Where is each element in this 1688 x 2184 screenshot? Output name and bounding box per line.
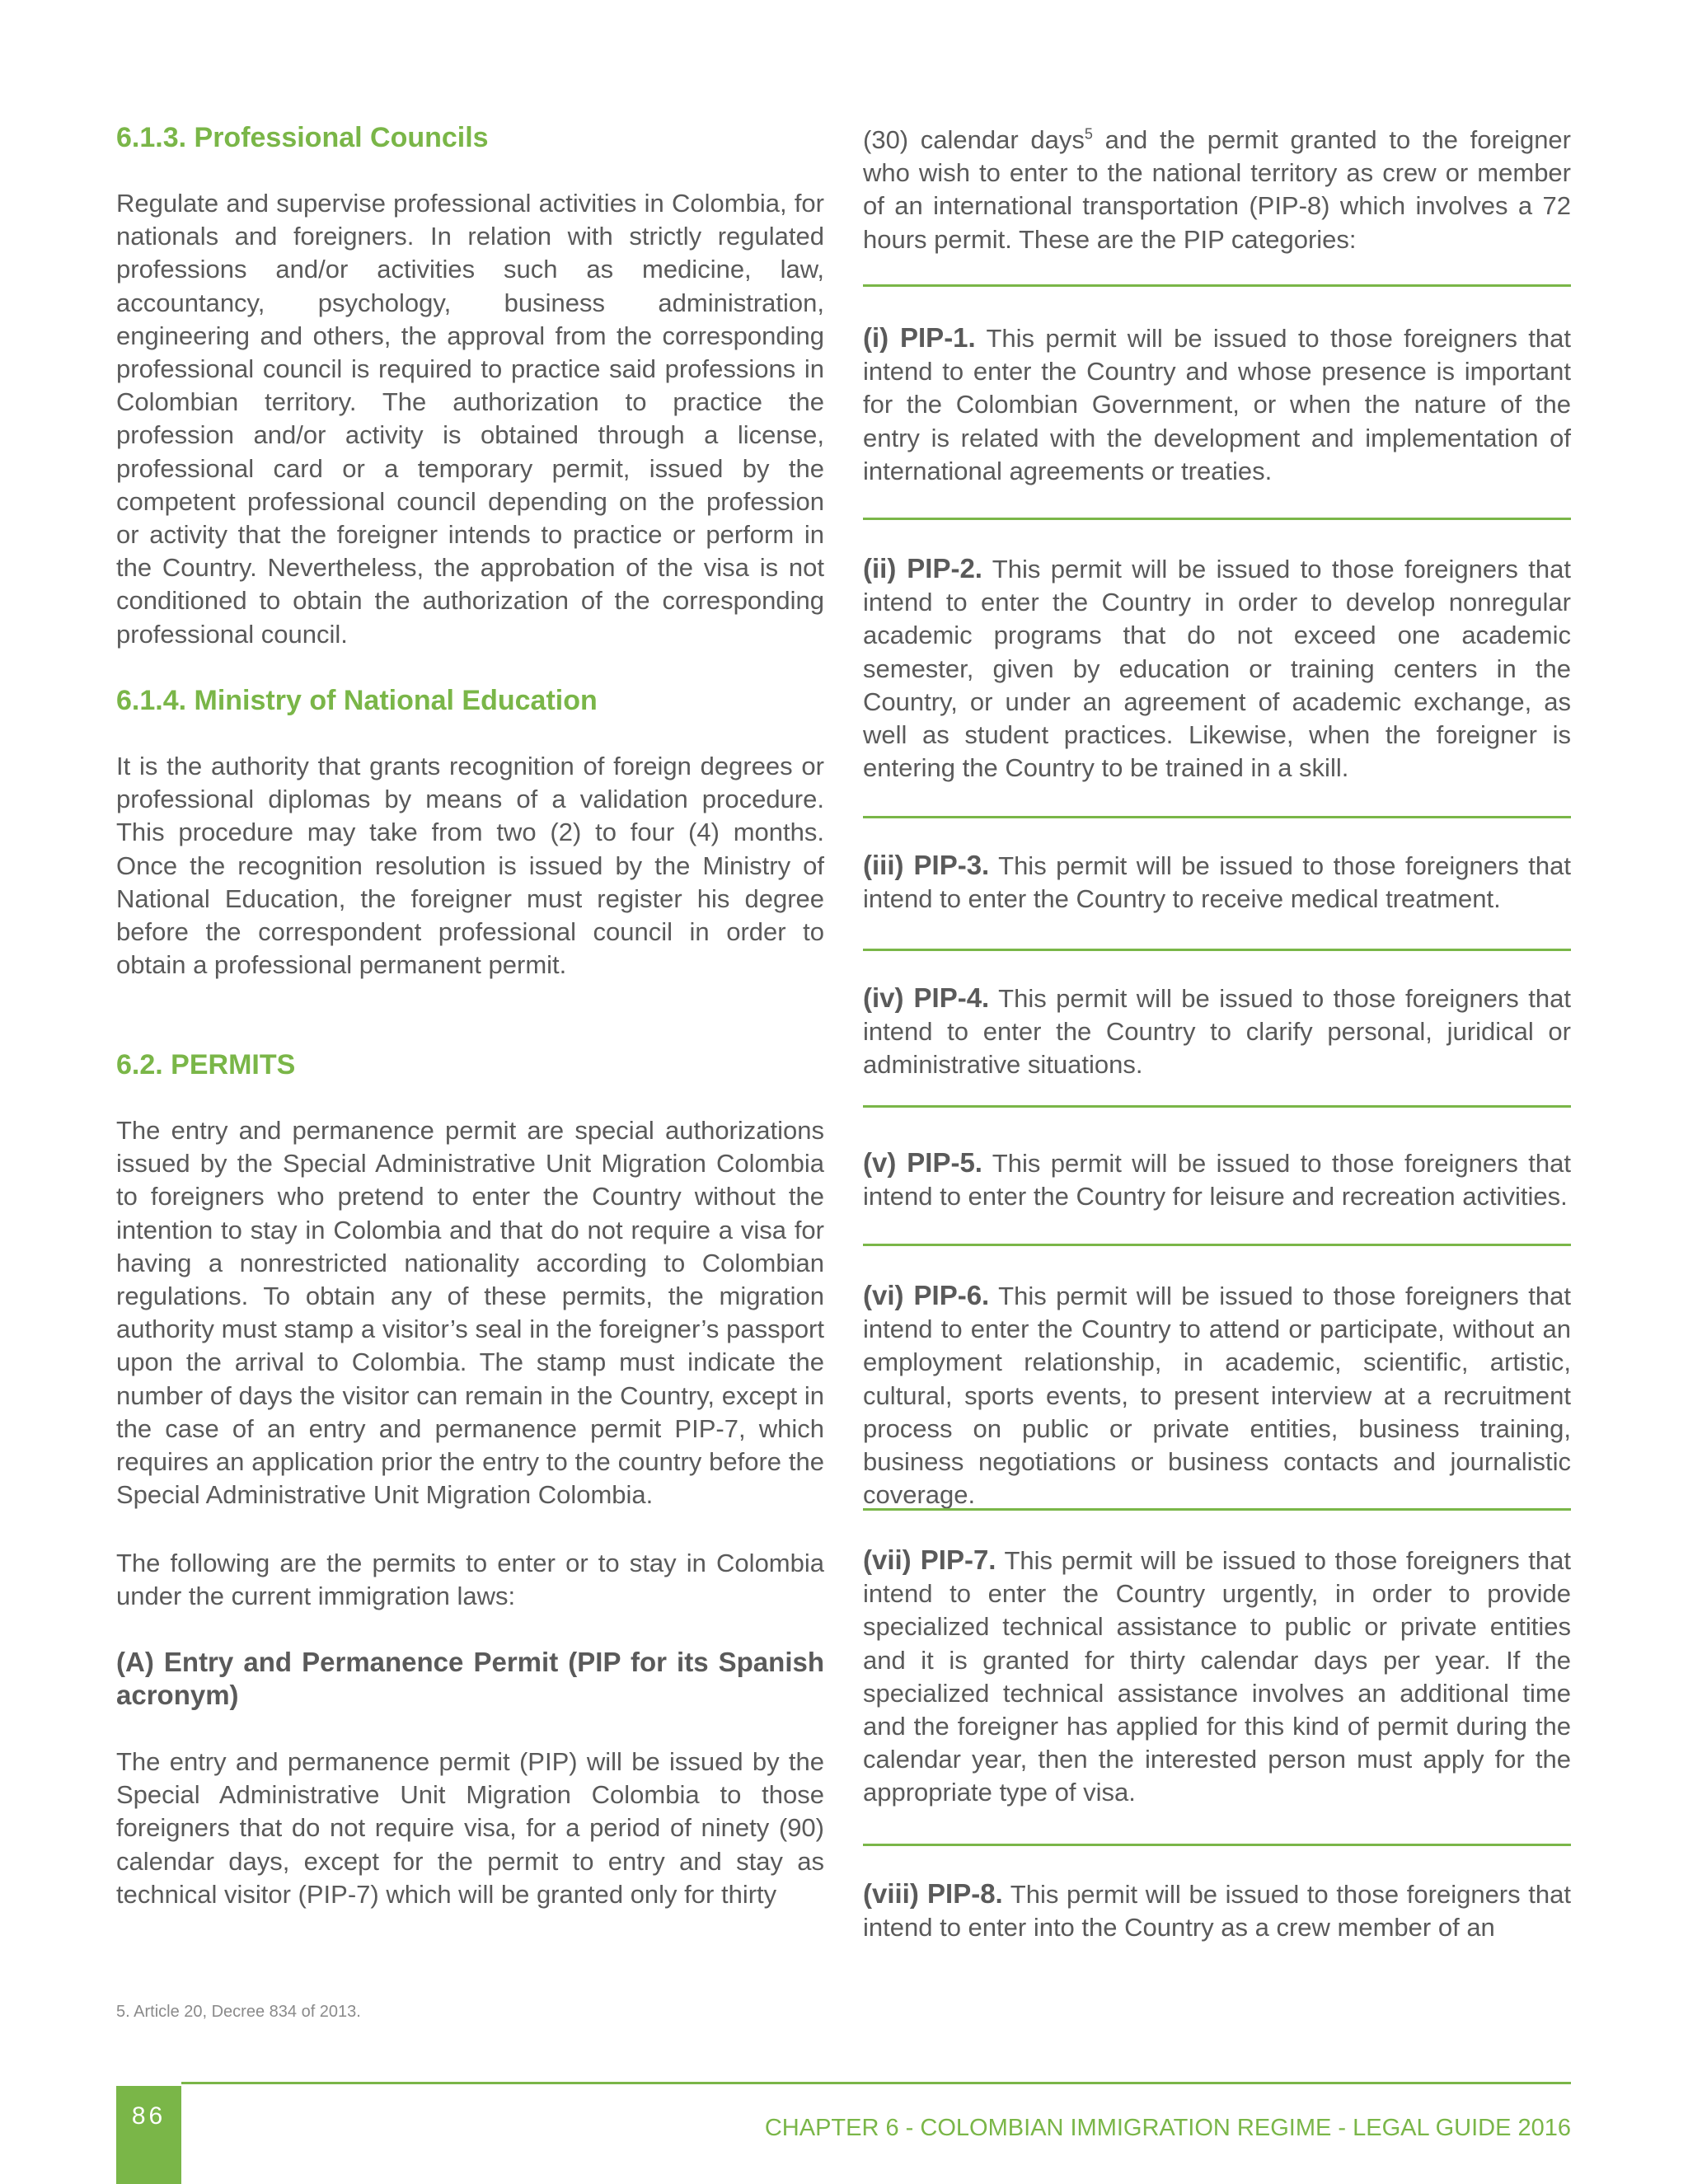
- paragraph-permits-intro: The entry and permanence permit are special authorizations issued by the Special Administrative Unit Migration Colombia to foreigners who pretend to enter the Country without the intention to stay in Colombia and that do not require a visa for having a nonrestricted nationality according to Colombian regulations. To obtain any of these permits, the migration authority must stamp a visitor’s seal in the foreigner’s passport upon the arrival to Colombia. The stamp must indicate the number of days the visitor can remain in the Country, except in the case of an entry and permanence permit PIP-7, which requires an application prior the entry to the country before the Special Administrative Unit Migration Colombia.: [116, 1116, 824, 1510]
- divider: [863, 949, 1571, 951]
- divider: [863, 816, 1571, 818]
- footer-title: CHAPTER 6 - COLOMBIAN IMMIGRATION REGIME - LEGAL GUIDE 2016: [764, 2115, 1571, 2141]
- pip-label: (vii) PIP-7.: [863, 1544, 996, 1575]
- pip-label: (iii) PIP-3.: [863, 850, 990, 880]
- pip-item: (v) PIP-5. This permit will be issued to those foreigners that intend to enter the Country for leisure and recreation activities.: [863, 1147, 1571, 1212]
- pip-item: (viii) PIP-8. This permit will be issued to those foreigners that intend to enter into the Country as a crew member of an: [863, 1878, 1571, 1943]
- pip-item: (iv) PIP-4. This permit will be issued to those foreigners that intend to enter the Country to clarify personal, juridical or administrative situations.: [863, 982, 1571, 1080]
- divider: [863, 1844, 1571, 1846]
- page-number: 86: [131, 2102, 166, 2130]
- pip-label: (iv) PIP-4.: [863, 982, 990, 1013]
- pip-label: (ii) PIP-2.: [863, 553, 982, 583]
- pip-label: (i) PIP-1.: [863, 322, 976, 353]
- pip-item: (vi) PIP-6. This permit will be issued to those foreigners that intend to enter the Country to attend or participate, without an employment relationship, in academic, scientific, artistic, cultural, sports events, to present interview at a recruitment process on public or private entities, business training, business negotiations or business contacts and journalistic coverage.: [863, 1280, 1571, 1510]
- divider: [863, 518, 1571, 520]
- subheading-entry-permanence-permit: (A) Entry and Permanence Permit (PIP for its Spanish acronym): [116, 1647, 824, 1711]
- heading-permits: 6.2. PERMITS: [116, 1049, 296, 1080]
- paragraph-professional-councils: Regulate and supervise professional activities in Colombia, for nationals and foreigners. In relation with strictly regulated professions and/or activities such as medicine, law, accountancy, psychology, business administration, engineering and others, the approval from the corresponding professional council is required to practice said professions in Colombian territory. The authorization to practice the profession and/or activity is obtained through a license, professional card or a temporary permit, issued by the competent professional council depending on the profession or activity that the foreigner intends to practice or perform in the Country. Nevertheless, the approbation of the visa is not conditioned to obtain the authorization of the corresponding professional council.: [116, 189, 824, 649]
- footnote: 5. Article 20, Decree 834 of 2013.: [116, 2003, 361, 2021]
- pip-label: (v) PIP-5.: [863, 1147, 982, 1178]
- divider: [863, 284, 1571, 287]
- divider: [863, 1244, 1571, 1246]
- divider: [863, 1105, 1571, 1108]
- pip-label: (vi) PIP-6.: [863, 1280, 990, 1310]
- heading-professional-councils: 6.1.3. Professional Councils: [116, 122, 489, 153]
- pip-label: (viii) PIP-8.: [863, 1878, 1003, 1909]
- pip-item: (i) PIP-1. This permit will be issued to those foreigners that intend to enter the Country and whose presence is important for the Colombian Government, or when the nature of the entry is related with the development and implementation of international agreements or treaties.: [863, 322, 1571, 485]
- pip-item: (vii) PIP-7. This permit will be issued to those foreigners that intend to enter the Country urgently, in order to provide specialized technical assistance to public or private entities and it is granted for thirty calendar days per year. If the specialized technical assistance involves an additional time and the foreigner has applied for this kind of permit during the calendar year, then the interested person must apply for the appropriate type of visa.: [863, 1544, 1571, 1807]
- pip-item: (ii) PIP-2. This permit will be issued to those foreigners that intend to enter the Country in order to develop nonregular academic programs that do not exceed one academic semester, given by education or training centers in the Country, or under an agreement of academic exchange, as well as student practices. Likewise, when the foreigner is entering the Country to be trained in a skill.: [863, 553, 1571, 783]
- page-number-tab: [116, 2086, 181, 2184]
- paragraph-permits-list-intro: The following are the permits to enter or to stay in Colombia under the current immigration laws:: [116, 1549, 824, 1611]
- heading-ministry-education: 6.1.4. Ministry of National Education: [116, 685, 598, 716]
- footer-divider: [181, 2082, 1571, 2084]
- divider: [863, 1508, 1571, 1511]
- footnote-ref: 5: [1084, 125, 1093, 143]
- pip-item: (iii) PIP-3. This permit will be issued to those foreigners that intend to enter the Country to receive medical treatment.: [863, 850, 1571, 914]
- paragraph-pip-categories-intro: (30) calendar days$^5$ and the permit granted to the foreigner who wish to enter to the national territory as crew or member of an international transportation (PIP-8) which involves a 72 hours permit. These are the PIP categories:: [863, 125, 1571, 254]
- paragraph-pip-description: The entry and permanence permit (PIP) will be issued by the Special Administrative Unit Migration Colombia to those foreigners that do not require visa, for a period of ninety (90) calendar days, except for the permit to entry and stay as technical visitor (PIP-7) which will be granted only for thirty: [116, 1747, 824, 1909]
- paragraph-ministry-education: It is the authority that grants recognition of foreign degrees or professional diplomas by means of a validation procedure. This procedure may take from two (2) to four (4) months. Once the recognition resolution is issued by the Ministry of National Education, the foreigner must register his degree before the correspondent professional council in order to obtain a professional permanent permit.: [116, 752, 824, 980]
